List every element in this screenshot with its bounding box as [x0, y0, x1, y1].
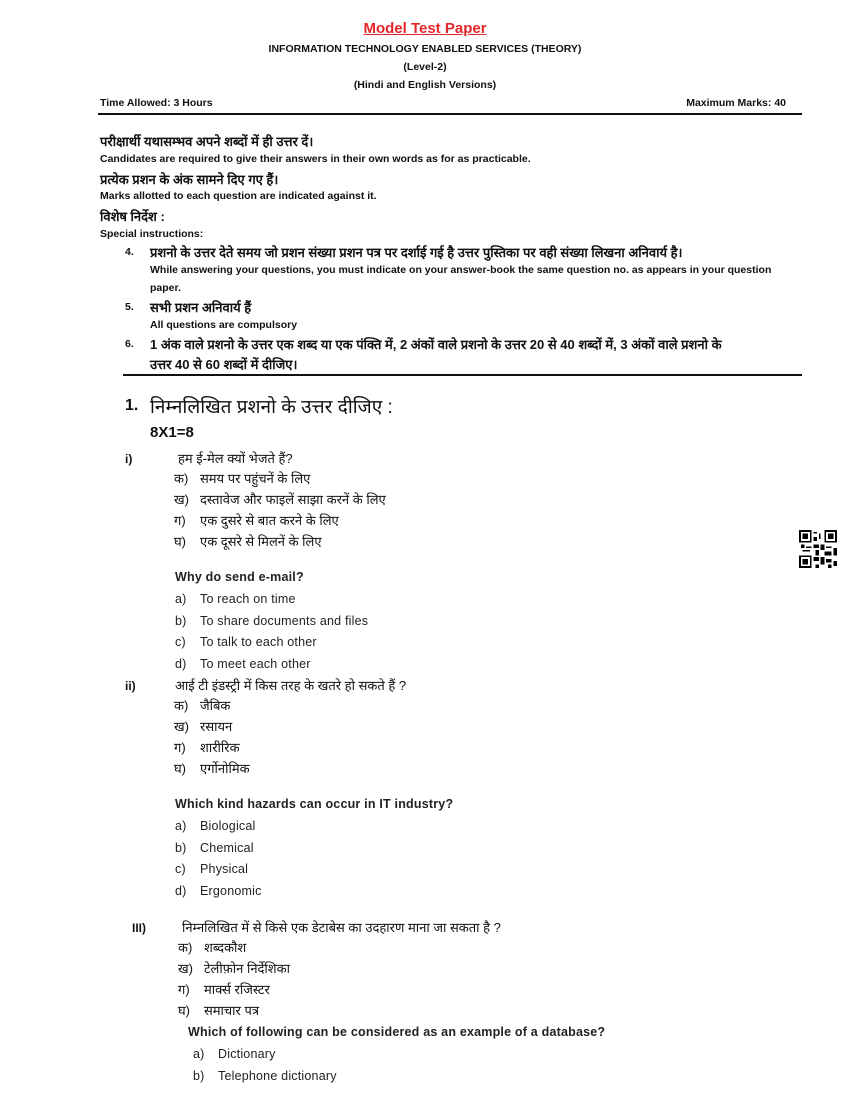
- option-text-en: To share documents and files: [200, 613, 369, 628]
- option-label-hi: घ): [178, 1003, 191, 1018]
- question-hi: निम्नलिखित में से किसे एक डेटाबेस का उदहारण माना जा सकता है ?: [182, 920, 501, 935]
- option-label-hi: क): [174, 471, 189, 486]
- instruction-hi: परीक्षार्थी यथासम्भव अपने शब्दों में ही उत्तर दें।: [100, 134, 314, 149]
- option-text-hi: समय पर पहुंचनें के लिए: [200, 471, 311, 486]
- item-number: 4.: [125, 246, 134, 258]
- item-en: All questions are compulsory: [150, 319, 298, 331]
- instruction-hi: प्रत्येक प्रशन के अंक सामने दिए गए हैं।: [100, 172, 279, 187]
- option-text-en: To meet each other: [200, 656, 311, 671]
- question-number: ii): [125, 679, 136, 693]
- option-text-hi: मार्क्स रजिस्टर: [204, 982, 270, 997]
- question-number: III): [132, 921, 146, 935]
- section-heading: निम्नलिखित प्रशनो के उत्तर दीजिए :: [150, 397, 393, 418]
- option-text-en: Dictionary: [218, 1047, 276, 1061]
- option-label-hi: ग): [174, 740, 186, 755]
- option-text-en: Telephone dictionary: [218, 1068, 337, 1083]
- option-label-hi: ख): [178, 961, 193, 976]
- option-label-en: c): [175, 862, 186, 876]
- option-label-hi: ग): [178, 982, 190, 997]
- option-text-hi: शब्दकौश: [204, 940, 247, 955]
- option-label-en: a): [175, 592, 187, 606]
- option-text-hi: समाचार पत्र: [204, 1003, 260, 1018]
- option-label-en: b): [193, 1068, 205, 1083]
- special-instructions-hi: विशेष निर्देश :: [100, 209, 165, 224]
- question-en: Which of following can be considered as an example of a database?: [188, 1025, 606, 1039]
- question-number: i): [125, 452, 133, 466]
- question-en: Which kind hazards can occur in IT industry?: [175, 797, 454, 811]
- option-text-hi: दस्तावेज और फाइलें साझा करनें के लिए: [200, 492, 386, 507]
- option-text-en: To talk to each other: [200, 635, 317, 649]
- option-label-en: b): [175, 613, 187, 628]
- item-hi: सभी प्रशन अनिवार्य हैं: [150, 300, 252, 315]
- option-text-hi: एक दूसरे से मिलनें के लिए: [200, 534, 322, 549]
- option-text-en: Chemical: [200, 840, 254, 855]
- time-allowed: Time Allowed: 3 Hours: [100, 97, 213, 109]
- subject: INFORMATION TECHNOLOGY ENABLED SERVICES (THEORY): [268, 43, 582, 55]
- option-label-hi: ख): [174, 719, 189, 734]
- option-text-hi: रसायन: [200, 719, 233, 734]
- option-label-hi: ख): [174, 492, 189, 507]
- option-label-hi: घ): [174, 534, 187, 549]
- option-text-hi: एर्गोनोमिक: [200, 761, 250, 776]
- section-marks: 8X1=8: [150, 424, 194, 441]
- option-label-en: d): [175, 883, 187, 898]
- special-instructions-en: Special instructions:: [100, 228, 204, 240]
- option-text-hi: टेलीफ़ोन निर्देशिका: [204, 961, 290, 976]
- item-hi: प्रशनो के उत्तर देते समय जो प्रशन संख्या प्रशन पत्र पर दर्शाई गई है उत्तर पुस्तिका पर वही संख्या लिखना अनिवार्य है।: [150, 245, 683, 260]
- item-en: While answering your questions, you must indicate on your answer-book the same question no. as appears in your question: [150, 264, 772, 276]
- versions: (Hindi and English Versions): [353, 79, 497, 91]
- item-hi: 1 अंक वाले प्रशनो के उत्तर एक शब्द या एक पंक्ति में, 2 अंकों वाले प्रशनो के उत्तर 20 से 40 शब्दों में, 3 अंकों वाले प्रशनो के: [150, 337, 722, 352]
- question-hi: आई टी इंडस्ट्री में किस तरह के खतरे हो सकते हैं ?: [175, 678, 407, 693]
- option-text-en: Physical: [200, 862, 249, 876]
- option-label-hi: क): [174, 698, 189, 713]
- option-text-hi: जैबिक: [200, 698, 231, 713]
- item-number: 5.: [125, 301, 134, 313]
- option-text-en: To reach on time: [200, 592, 296, 606]
- option-text-hi: शारीरिक: [200, 740, 240, 755]
- divider: [123, 374, 802, 376]
- option-label-en: a): [175, 819, 187, 833]
- option-text-en: Biological: [200, 819, 256, 833]
- divider: [98, 113, 802, 115]
- item-en: paper.: [150, 282, 181, 294]
- question-hi: हम ई-मेल क्यों भेजते हैं?: [178, 451, 293, 466]
- option-label-en: b): [175, 840, 187, 855]
- option-label-en: a): [193, 1047, 205, 1061]
- option-label-hi: ग): [174, 513, 186, 528]
- item-hi: उत्तर 40 से 60 शब्दों में दीजिए।: [150, 357, 298, 372]
- qr-code-icon: [799, 530, 837, 568]
- page-title: Model Test Paper: [363, 20, 487, 37]
- max-marks: Maximum Marks: 40: [686, 97, 786, 109]
- option-text-en: Ergonomic: [200, 883, 262, 898]
- instruction-en: Marks allotted to each question are indicated against it.: [100, 190, 377, 202]
- level: (Level-2): [403, 61, 447, 73]
- option-label-hi: घ): [174, 761, 187, 776]
- instruction-en: Candidates are required to give their answers in their own words as for as practicable.: [100, 153, 531, 165]
- question-en: Why do send e-mail?: [175, 570, 304, 584]
- section-number: 1.: [125, 397, 139, 414]
- option-label-en: c): [175, 635, 186, 649]
- option-label-en: d): [175, 656, 187, 671]
- option-text-hi: एक दुसरे से बात करने के लिए: [200, 513, 339, 528]
- option-label-hi: क): [178, 940, 193, 955]
- item-number: 6.: [125, 338, 134, 350]
